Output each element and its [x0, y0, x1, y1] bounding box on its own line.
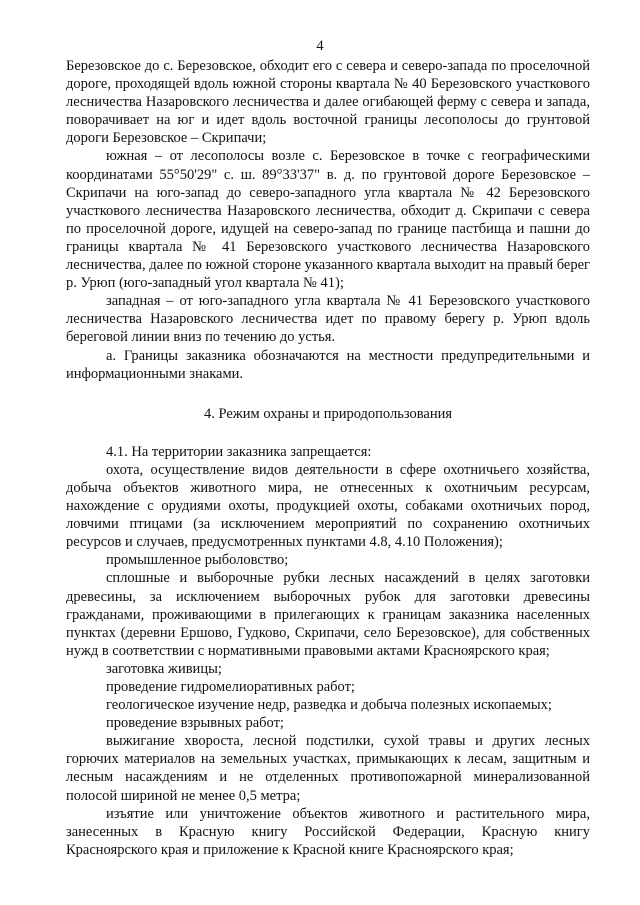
boundary-markers-paragraph: a. Границы заказника обозначаются на местности предупредительными и информационными знаками.: [66, 347, 590, 382]
prohibition-item: проведение взрывных работ;: [106, 715, 284, 732]
prohibition-item: промышленное рыболовство;: [106, 552, 289, 569]
prohibition-item: изъятие или уничтожение объектов животного и растительного мира, занесенных в Красную книгу Российской Федерации, Красную книгу Красноярского края и приложение к Красной книге Красноярского края;: [66, 805, 590, 858]
prohibition-item: охота, осуществление видов деятельности в сфере охотничьего хозяйства, добыча объектов животного мира, не отнесенных к охотничьим ресурсам, нахождение с орудиями охоты, продукцией охоты, собаками охотничьих пород, ловчими птицами (за исключением мероприятий по сохранению охотничьих ресурсов и случаев, предусмотренных пунктами 4.8, 4.10 Положения);: [66, 461, 590, 551]
boundary-west-paragraph: западная – от юго-западного угла квартала № 41 Березовского участкового лесничества Назаровского лесничества идет по правому берегу р. Урюп вдоль береговой линии вниз по течению до устья.: [66, 293, 590, 346]
prohibition-item: сплошные и выборочные рубки лесных насаждений в целях заготовки древесины, за исключением выборочных рубок для заготовки древесины гражданами, проживающими в прилегающих к границам заказника населенных пунктах (деревни Ершово, Гудково, Скрипачи, село Березовское), для собственных нужд в соответствии с нормативными правовыми актами Красноярского края;: [66, 570, 590, 659]
page-number: 4: [316, 38, 324, 54]
prohibition-item: заготовка живицы;: [106, 660, 222, 677]
document-body: [66, 57, 590, 859]
section-title: 4. Режим охраны и природопользования: [203, 405, 453, 422]
subsection-intro: 4.1. На территории заказника запрещается:: [106, 443, 372, 460]
prohibition-item: проведение гидромелиоративных работ;: [106, 679, 355, 695]
boundary-south-paragraph: южная – от лесополосы возле с. Березовское в точке с географическими координатами 55°50'29" с. ш. 89°33'37" в. д. по грунтовой дороге Березовское – Скрипачи на юго-запад до северо-западного угла квартала № 42 Березовского участкового лесничества Назаровского лесничества, обходит д. Скрипачи с севера по проселочной дороге, идущей на северо-запад по границе пастбища и пашни до границы квартала № 41 Березовского участкового лесничества Назаровского лесничества, далее по южной стороне указанного квартала выходит на правый берег р. Урюп (юго-западный угол квартала № 41);: [66, 148, 590, 292]
prohibition-item: выжигание хвороста, лесной подстилки, сухой травы и других лесных горючих материалов на земельных участках, примыкающих к лесам, защитным и лесным насаждениям и не отделенных противопожарной минерализованной полосой шириной не менее 0,5 метра;: [66, 733, 590, 804]
prohibition-item: геологическое изучение недр, разведка и добыча полезных ископаемых;: [106, 697, 552, 714]
boundary-paragraph-continued: Березовское до с. Березовское, обходит его с севера и северо-запада по проселочной дороге, проходящей вдоль южной стороны квартала № 40 Березовского участкового лесничества Назаровского лесничества и далее огибающей ферму с севера и запада, поворачивает на юг и идет вдоль восточной границы лесополосы до грунтовой дороги Березовское – Скрипачи;: [66, 58, 590, 147]
